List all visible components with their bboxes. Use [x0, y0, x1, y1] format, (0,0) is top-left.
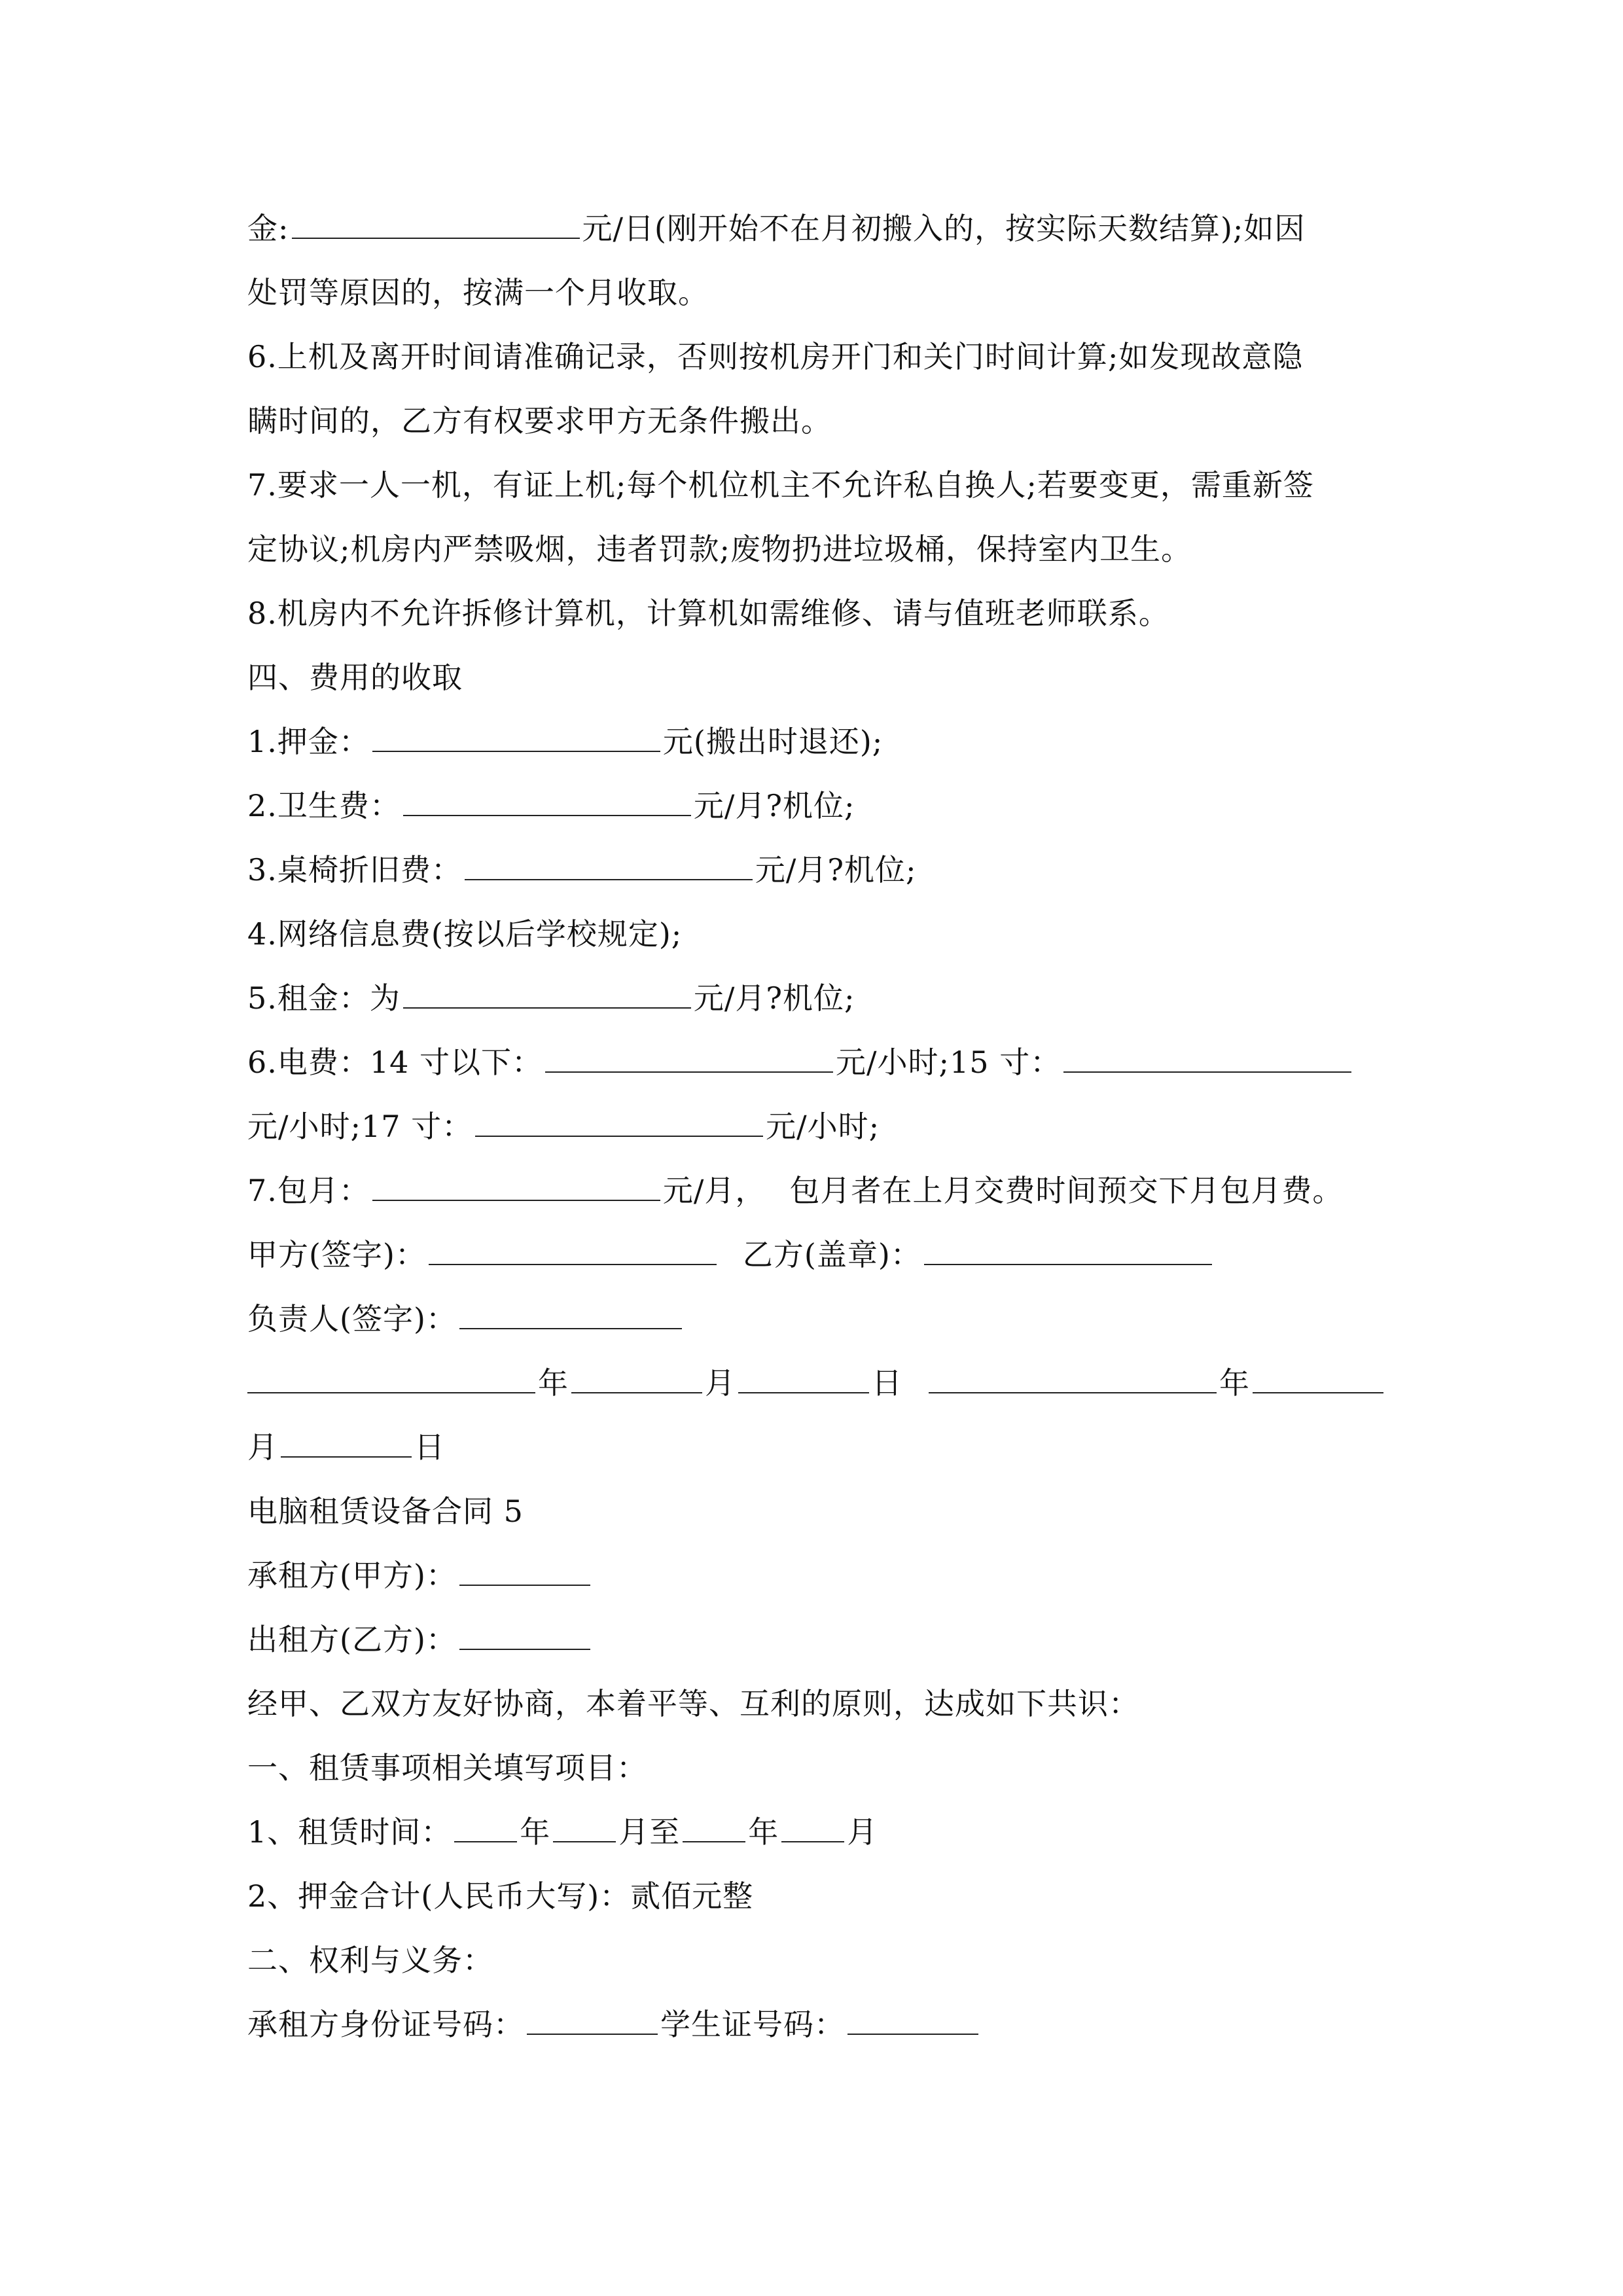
daily-rent-text: 元/日(刚开始不在月初搬入的，按实际天数结算);如因: [582, 211, 1306, 246]
party-b-seal-label: 乙方(盖章)：: [742, 1237, 921, 1272]
fee-rent-blank[interactable]: [403, 968, 691, 1009]
fee-hygiene-blank[interactable]: [403, 776, 691, 816]
month-label-2: 月: [247, 1429, 278, 1465]
date-day-blank[interactable]: [738, 1353, 869, 1393]
text-line: 处罚等原因的，按满一个月收取。: [247, 275, 709, 310]
fee-furniture-unit: 元/月?机位;: [755, 852, 917, 888]
date-year-blank[interactable]: [247, 1353, 535, 1393]
signature-line: [247, 1223, 1425, 1287]
lease-year-label: 年: [520, 1814, 551, 1850]
fee-network-line: 4.网络信息费(按以后学校规定);: [247, 916, 683, 952]
date2-day-blank[interactable]: [281, 1417, 412, 1458]
fee-monthly-blank[interactable]: [372, 1160, 660, 1201]
fee-deposit-line: [247, 709, 1425, 774]
lease-time-line: [247, 1800, 1425, 1864]
fee-electric-line: [247, 1030, 1425, 1094]
fee-deposit-unit: 元(搬出时退还);: [662, 724, 883, 759]
date2-month-blank[interactable]: [1253, 1353, 1383, 1393]
lease-year-label-2: 年: [748, 1814, 779, 1850]
year-label: 年: [538, 1365, 569, 1401]
fee-electric-15-blank[interactable]: [1063, 1032, 1351, 1073]
fee-rent-unit: 元/月?机位;: [693, 980, 855, 1016]
lessee-blank[interactable]: [459, 1545, 590, 1586]
fee-monthly-line: [247, 1158, 1425, 1223]
lease-month-label: 月: [847, 1814, 878, 1850]
day-label: 日: [872, 1365, 902, 1401]
fee-hygiene-label: 2.卫生费：: [247, 788, 401, 823]
fee-electric-line-2: [247, 1094, 1425, 1158]
text-line: 瞒时间的，乙方有权要求甲方无条件搬出。: [247, 403, 832, 439]
day-label-2: 日: [414, 1429, 445, 1465]
fee-deposit-blank[interactable]: [372, 711, 660, 752]
month-label: 月: [705, 1365, 736, 1401]
responsible-sign-label: 负责人(签字)：: [247, 1301, 457, 1336]
fee-electric-17-unit: 元/小时;: [766, 1109, 880, 1144]
lease-time-label: 1、租赁时间：: [247, 1814, 452, 1850]
deposit-total-line: 2、押金合计(人民币大写)：贰佰元整: [247, 1878, 754, 1914]
fee-hygiene-line: [247, 774, 1425, 838]
lease-start-month-blank[interactable]: [553, 1802, 616, 1842]
text-line: 定协议;机房内严禁吸烟，违者罚款;废物扔进垃圾桶，保持室内卫生。: [247, 531, 1192, 567]
lessee-label: 承租方(甲方)：: [247, 1558, 457, 1593]
daily-rent-blank[interactable]: [292, 198, 580, 239]
section-heading: 二、权利与义务：: [247, 1943, 493, 1978]
lease-month-to-label: 月至: [618, 1814, 681, 1850]
fee-furniture-line: [247, 838, 1425, 902]
text-line: 6.上机及离开时间请准确记录，否则按机房开门和关门时间计算;如发现故意隐: [247, 339, 1304, 374]
date-line: [247, 1351, 1425, 1415]
date-line-2: [247, 1415, 1425, 1479]
fee-furniture-label: 3.桌椅折旧费：: [247, 852, 462, 888]
fee-rent-label: 5.租金：为: [247, 980, 401, 1016]
text-line: 经甲、乙双方友好协商，本着平等、互利的原则，达成如下共识：: [247, 1686, 1139, 1721]
fee-furniture-blank[interactable]: [465, 840, 753, 880]
section-heading: 一、租赁事项相关填写项目：: [247, 1750, 647, 1785]
fee-monthly-label: 7.包月：: [247, 1173, 370, 1208]
lease-start-year-blank[interactable]: [454, 1802, 517, 1842]
party-a-sign-blank[interactable]: [429, 1225, 717, 1265]
deposit-label-cont: 金:: [247, 211, 289, 246]
lessor-line: [247, 1607, 1425, 1672]
student-id-blank[interactable]: [847, 1994, 978, 2035]
date2-year-blank[interactable]: [929, 1353, 1217, 1393]
lessor-label: 出租方(乙方)：: [247, 1622, 457, 1657]
lessee-line: [247, 1543, 1425, 1607]
id-line: [247, 1992, 1425, 2056]
fee-monthly-note: 包月者在上月交费时间预交下月包月费。: [789, 1173, 1344, 1208]
fee-electric-14-label: 6.电费：14 寸以下：: [247, 1045, 543, 1080]
student-id-label: 学生证号码：: [660, 2007, 845, 2042]
fee-deposit-label: 1.押金：: [247, 724, 370, 759]
id-card-blank[interactable]: [527, 1994, 658, 2035]
responsible-sign-blank[interactable]: [459, 1289, 682, 1329]
date-month-blank[interactable]: [571, 1353, 702, 1393]
fee-monthly-unit: 元/月，: [662, 1173, 766, 1208]
fee-electric-17-blank[interactable]: [475, 1096, 763, 1137]
fee-hygiene-unit: 元/月?机位;: [693, 788, 855, 823]
fee-rent-line: [247, 966, 1425, 1030]
party-b-seal-blank[interactable]: [924, 1225, 1212, 1265]
text-line: [247, 196, 1425, 260]
lessor-blank[interactable]: [459, 1609, 590, 1650]
party-a-sign-label: 甲方(签字)：: [247, 1237, 426, 1272]
fee-electric-17-label: 元/小时;17 寸：: [247, 1109, 473, 1144]
lease-end-month-blank[interactable]: [781, 1802, 844, 1842]
contract-title: 电脑租赁设备合同 5: [247, 1494, 524, 1529]
lease-end-year-blank[interactable]: [683, 1802, 745, 1842]
fee-electric-15-label: 元/小时;15 寸：: [836, 1045, 1061, 1080]
id-card-label: 承租方身份证号码：: [247, 2007, 524, 2042]
section-heading: 四、费用的收取: [247, 660, 463, 695]
text-line: 7.要求一人一机，有证上机;每个机位机主不允许私自换人;若要变更，需重新签: [247, 467, 1314, 503]
fee-electric-14-blank[interactable]: [545, 1032, 833, 1073]
responsible-line: [247, 1287, 1425, 1351]
document-page: [247, 196, 1425, 2056]
text-line: 8.机房内不允许拆修计算机，计算机如需维修、请与值班老师联系。: [247, 596, 1169, 631]
year-label-2: 年: [1219, 1365, 1250, 1401]
